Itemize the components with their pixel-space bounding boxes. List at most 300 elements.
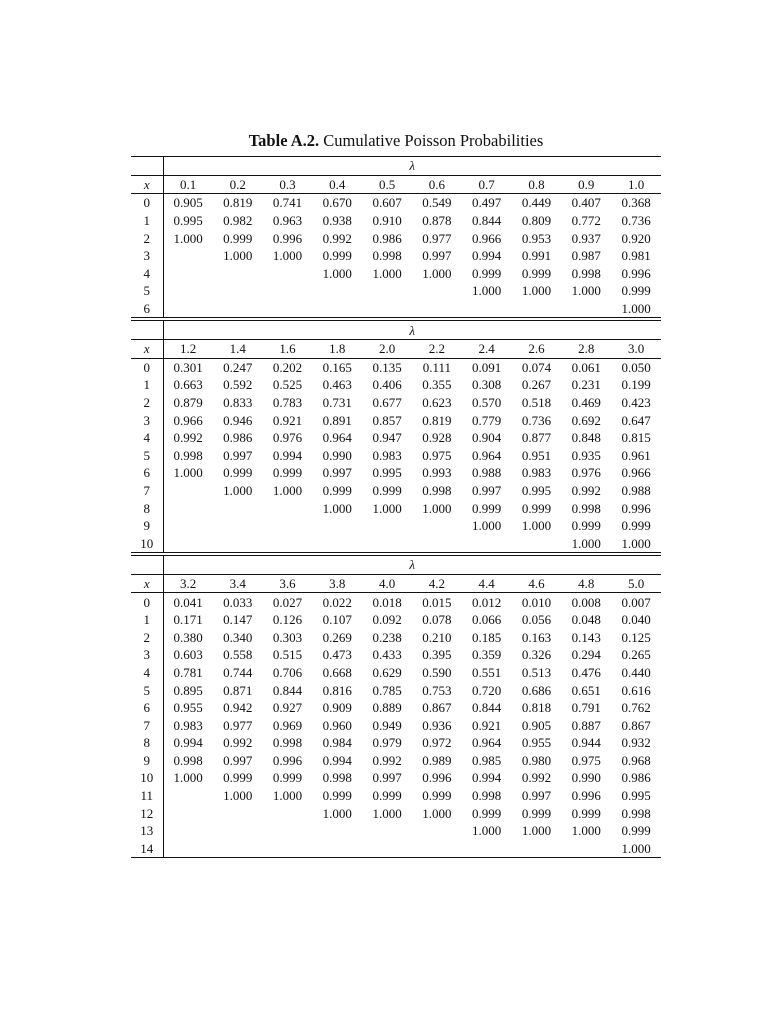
table-block-2 — [131, 321, 661, 552]
probability-cell: 0.359 — [472, 647, 502, 663]
probability-cell: 1.000 — [472, 283, 502, 299]
probability-cell — [163, 534, 213, 552]
table-row — [131, 247, 661, 265]
probability-cell: 0.407 — [571, 195, 601, 211]
probability-cell: 0.590 — [422, 664, 452, 680]
table-block-1 — [131, 156, 661, 317]
probability-cell: 0.844 — [472, 213, 502, 229]
x-value: 13 — [131, 822, 163, 840]
probability-cell: 0.247 — [223, 359, 253, 375]
probability-cell: 0.995 — [173, 213, 203, 229]
probability-cell: 0.706 — [272, 664, 303, 680]
table-row — [131, 628, 661, 646]
probability-cell — [362, 822, 412, 840]
lambda-value-header: 3.0 — [611, 339, 661, 358]
probability-cell: 1.000 — [571, 823, 601, 839]
probability-cell: 0.996 — [272, 752, 303, 768]
probability-cell: 1.000 — [173, 230, 203, 246]
probability-cell: 0.473 — [322, 647, 352, 663]
x-value: 1 — [131, 611, 163, 629]
probability-cell: 0.603 — [173, 647, 203, 663]
probability-cell: 0.946 — [223, 412, 253, 428]
probability-cell: 1.000 — [472, 518, 502, 534]
probability-cell — [412, 282, 462, 300]
probability-cell: 1.000 — [621, 535, 651, 551]
probability-cell: 0.997 — [223, 752, 253, 768]
probability-cell — [362, 517, 412, 535]
probability-cell: 0.791 — [571, 700, 601, 716]
table-row — [131, 265, 661, 283]
x-value: 1 — [131, 212, 163, 230]
lambda-value-header: 0.4 — [312, 175, 362, 194]
lambda-value-header: 3.8 — [312, 574, 362, 593]
probability-cell: 0.993 — [422, 465, 452, 481]
probability-cell: 0.891 — [322, 412, 352, 428]
table-row — [131, 429, 661, 447]
probability-cell — [412, 300, 462, 318]
probability-cell: 0.007 — [621, 594, 651, 610]
probability-cell: 0.815 — [621, 430, 651, 446]
probability-cell — [312, 300, 362, 318]
lambda-symbol: λ — [163, 157, 661, 176]
probability-cell — [213, 282, 263, 300]
probability-cell: 0.938 — [322, 213, 352, 229]
probability-cell: 0.111 — [422, 359, 452, 375]
probability-cell: 0.549 — [422, 195, 452, 211]
probability-cell: 0.809 — [521, 213, 552, 229]
table-row — [131, 517, 661, 535]
probability-cell: 0.779 — [472, 412, 502, 428]
probability-cell: 0.936 — [422, 717, 452, 733]
probability-cell — [312, 282, 362, 300]
probability-cell: 0.994 — [272, 447, 303, 463]
probability-cell: 0.267 — [521, 377, 552, 393]
probability-cell: 0.592 — [223, 377, 253, 393]
probability-cell: 0.772 — [571, 213, 601, 229]
probability-cell: 0.010 — [521, 594, 552, 610]
probability-cell: 0.992 — [173, 430, 203, 446]
probability-cell: 0.989 — [422, 752, 452, 768]
probability-cell: 0.623 — [422, 395, 452, 411]
table-row — [131, 787, 661, 805]
x-value: 0 — [131, 593, 163, 611]
probability-cell: 0.983 — [372, 447, 402, 463]
probability-cell: 0.992 — [571, 482, 601, 498]
probability-cell: 0.998 — [272, 735, 303, 751]
probability-cell: 0.879 — [173, 395, 203, 411]
probability-cell: 1.000 — [223, 248, 253, 264]
lambda-value-header: 4.4 — [462, 574, 512, 593]
probability-cell: 0.078 — [422, 612, 452, 628]
probability-cell: 0.990 — [571, 770, 601, 786]
table-row — [131, 411, 661, 429]
probability-cell: 0.969 — [272, 717, 303, 733]
probability-cell: 1.000 — [521, 823, 552, 839]
probability-cell: 0.018 — [372, 594, 402, 610]
column-header-row — [131, 175, 661, 194]
x-value: 2 — [131, 628, 163, 646]
table-row — [131, 769, 661, 787]
probability-cell: 0.977 — [422, 230, 452, 246]
probability-cell: 0.999 — [223, 465, 253, 481]
table-row — [131, 734, 661, 752]
probability-cell: 0.985 — [472, 752, 502, 768]
probability-cell — [462, 300, 512, 318]
probability-cell: 0.951 — [521, 447, 552, 463]
probability-cell: 0.091 — [472, 359, 502, 375]
probability-cell: 0.551 — [472, 664, 502, 680]
probability-cell: 0.629 — [372, 664, 402, 680]
probability-cell — [163, 247, 213, 265]
probability-cell: 0.074 — [521, 359, 552, 375]
probability-cell: 0.953 — [521, 230, 552, 246]
probability-cell — [213, 300, 263, 318]
x-value: 3 — [131, 247, 163, 265]
probability-cell: 0.406 — [372, 377, 402, 393]
probability-cell: 0.210 — [422, 629, 452, 645]
probability-cell: 1.000 — [272, 788, 303, 804]
probability-cell: 0.996 — [272, 230, 303, 246]
probability-cell: 0.992 — [322, 230, 352, 246]
probability-cell: 0.368 — [621, 195, 651, 211]
table-row — [131, 804, 661, 822]
probability-cell: 0.785 — [372, 682, 402, 698]
probability-cell: 0.998 — [173, 752, 203, 768]
probability-cell: 1.000 — [322, 500, 352, 516]
probability-cell: 0.920 — [621, 230, 651, 246]
probability-cell: 0.783 — [272, 395, 303, 411]
probability-cell: 0.982 — [223, 213, 253, 229]
probability-cell: 0.185 — [472, 629, 502, 645]
table-row — [131, 699, 661, 717]
probability-cell: 0.395 — [422, 647, 452, 663]
probability-cell: 0.877 — [521, 430, 552, 446]
probability-cell: 0.125 — [621, 629, 651, 645]
probability-cell: 0.469 — [571, 395, 601, 411]
probability-cell: 0.736 — [621, 213, 651, 229]
probability-cell — [412, 517, 462, 535]
probability-cell: 1.000 — [422, 805, 452, 821]
lambda-value-header: 2.0 — [362, 339, 412, 358]
probability-cell: 0.781 — [173, 664, 203, 680]
probability-cell: 0.921 — [272, 412, 303, 428]
probability-cell: 0.844 — [472, 700, 502, 716]
probability-cell: 1.000 — [322, 805, 352, 821]
probability-cell: 0.163 — [521, 629, 552, 645]
probability-cell: 0.998 — [571, 500, 601, 516]
probability-cell — [213, 804, 263, 822]
x-value: 8 — [131, 734, 163, 752]
probability-cell: 0.647 — [621, 412, 651, 428]
probability-cell: 0.423 — [621, 395, 651, 411]
probability-cell: 0.996 — [571, 788, 601, 804]
x-value: 4 — [131, 265, 163, 283]
lambda-value-header: 4.8 — [561, 574, 611, 593]
probability-cell: 0.955 — [521, 735, 552, 751]
probability-cell — [561, 840, 611, 858]
x-value: 11 — [131, 787, 163, 805]
probability-cell: 0.904 — [472, 430, 502, 446]
probability-cell: 0.909 — [322, 700, 352, 716]
probability-cell: 0.988 — [472, 465, 502, 481]
probability-cell — [213, 499, 263, 517]
table-row — [131, 358, 661, 376]
probability-cell: 1.000 — [173, 770, 203, 786]
probability-cell: 0.265 — [621, 647, 651, 663]
probability-cell: 0.964 — [472, 735, 502, 751]
x-header: x — [131, 175, 163, 194]
probability-cell: 0.744 — [223, 664, 253, 680]
x-value: 10 — [131, 534, 163, 552]
probability-cell: 0.027 — [272, 594, 303, 610]
probability-cell: 0.819 — [223, 195, 253, 211]
x-value: 4 — [131, 664, 163, 682]
probability-cell: 1.000 — [521, 518, 552, 534]
probability-cell — [263, 840, 313, 858]
probability-cell: 0.928 — [422, 430, 452, 446]
probability-cell: 0.988 — [621, 482, 651, 498]
lambda-value-header: 3.6 — [263, 574, 313, 593]
probability-cell: 0.202 — [272, 359, 303, 375]
x-value: 0 — [131, 194, 163, 212]
probability-cell: 1.000 — [272, 482, 303, 498]
lambda-value-header: 4.0 — [362, 574, 412, 593]
lambda-value-header: 0.1 — [163, 175, 213, 194]
probability-cell: 1.000 — [173, 465, 203, 481]
probability-cell: 0.449 — [521, 195, 552, 211]
probability-cell: 0.887 — [571, 717, 601, 733]
probability-cell: 0.558 — [223, 647, 253, 663]
lambda-value-header: 0.3 — [263, 175, 313, 194]
lambda-value-header: 4.2 — [412, 574, 462, 593]
probability-cell — [263, 804, 313, 822]
probability-cell: 0.340 — [223, 629, 253, 645]
probability-cell: 0.762 — [621, 700, 651, 716]
probability-cell: 0.818 — [521, 700, 552, 716]
probability-cell — [163, 822, 213, 840]
probability-cell — [263, 534, 313, 552]
probability-cell: 1.000 — [372, 265, 402, 281]
probability-cell: 0.515 — [272, 647, 303, 663]
probability-cell: 0.999 — [621, 823, 651, 839]
probability-cell: 0.983 — [521, 465, 552, 481]
probability-cell: 0.996 — [422, 770, 452, 786]
lambda-value-header: 2.2 — [412, 339, 462, 358]
probability-cell: 1.000 — [621, 301, 651, 317]
probability-cell: 0.910 — [372, 213, 402, 229]
probability-cell: 0.616 — [621, 682, 651, 698]
lambda-header-row — [131, 321, 661, 339]
probability-cell: 0.171 — [173, 612, 203, 628]
probability-cell: 0.986 — [372, 230, 402, 246]
probability-cell: 0.996 — [621, 500, 651, 516]
probability-cell — [163, 300, 213, 318]
probability-cell — [362, 840, 412, 858]
lambda-value-header: 1.0 — [611, 175, 661, 194]
probability-cell: 0.731 — [322, 395, 352, 411]
poisson-table — [131, 156, 661, 858]
probability-cell: 0.692 — [571, 412, 601, 428]
probability-cell: 0.998 — [422, 482, 452, 498]
lambda-value-header: 1.8 — [312, 339, 362, 358]
x-value: 2 — [131, 394, 163, 412]
probability-cell: 1.000 — [472, 823, 502, 839]
probability-cell — [263, 517, 313, 535]
probability-cell: 0.663 — [173, 377, 203, 393]
probability-cell: 0.986 — [621, 770, 651, 786]
table-block-3 — [131, 556, 661, 858]
probability-cell: 0.753 — [422, 682, 452, 698]
probability-cell: 0.741 — [272, 195, 303, 211]
probability-cell: 0.976 — [272, 430, 303, 446]
probability-cell: 0.932 — [621, 735, 651, 751]
probability-cell — [163, 499, 213, 517]
table-row — [131, 394, 661, 412]
table-row — [131, 447, 661, 465]
x-value: 9 — [131, 517, 163, 535]
probability-cell: 0.972 — [422, 735, 452, 751]
probability-cell: 0.677 — [372, 395, 402, 411]
probability-cell: 0.670 — [322, 195, 352, 211]
probability-cell: 0.998 — [173, 447, 203, 463]
probability-cell: 0.686 — [521, 682, 552, 698]
x-value: 12 — [131, 804, 163, 822]
lambda-value-header: 0.6 — [412, 175, 462, 194]
x-value: 10 — [131, 769, 163, 787]
probability-cell: 1.000 — [422, 265, 452, 281]
table-row — [131, 611, 661, 629]
table-number: Table A.2. — [248, 131, 320, 150]
probability-cell: 0.012 — [472, 594, 502, 610]
probability-cell: 0.995 — [621, 788, 651, 804]
probability-cell: 1.000 — [372, 500, 402, 516]
probability-cell: 0.463 — [322, 377, 352, 393]
column-header-row — [131, 339, 661, 358]
probability-cell — [512, 840, 562, 858]
lambda-value-header: 4.6 — [512, 574, 562, 593]
lambda-value-header: 1.6 — [263, 339, 313, 358]
probability-cell: 0.999 — [571, 805, 601, 821]
probability-cell: 0.976 — [571, 465, 601, 481]
probability-cell: 0.126 — [272, 612, 303, 628]
probability-cell: 0.968 — [621, 752, 651, 768]
probability-cell: 0.135 — [372, 359, 402, 375]
probability-cell: 0.999 — [372, 788, 402, 804]
probability-cell: 0.833 — [223, 395, 253, 411]
probability-cell: 0.977 — [223, 717, 253, 733]
x-value: 4 — [131, 429, 163, 447]
table-row — [131, 212, 661, 230]
probability-cell: 0.871 — [223, 682, 253, 698]
probability-cell: 0.999 — [472, 805, 502, 821]
probability-cell: 0.927 — [272, 700, 303, 716]
probability-cell: 0.986 — [223, 430, 253, 446]
probability-cell: 0.848 — [571, 430, 601, 446]
probability-cell — [213, 822, 263, 840]
probability-cell: 1.000 — [621, 840, 651, 856]
lambda-value-header: 3.4 — [213, 574, 263, 593]
probability-cell — [312, 840, 362, 858]
probability-cell: 0.944 — [571, 735, 601, 751]
probability-cell: 0.905 — [173, 195, 203, 211]
probability-cell: 0.147 — [223, 612, 253, 628]
probability-cell: 0.878 — [422, 213, 452, 229]
x-value: 1 — [131, 376, 163, 394]
probability-cell: 0.380 — [173, 629, 203, 645]
probability-cell: 0.979 — [372, 735, 402, 751]
probability-cell — [163, 804, 213, 822]
probability-cell: 0.857 — [372, 412, 402, 428]
lambda-value-header: 0.5 — [362, 175, 412, 194]
probability-cell: 0.867 — [422, 700, 452, 716]
probability-cell: 0.008 — [571, 594, 601, 610]
probability-cell — [213, 534, 263, 552]
probability-cell: 0.303 — [272, 629, 303, 645]
probability-cell — [163, 282, 213, 300]
probability-cell — [213, 517, 263, 535]
probability-cell: 0.238 — [372, 629, 402, 645]
table-row — [131, 482, 661, 500]
probability-cell: 0.231 — [571, 377, 601, 393]
probability-cell: 0.015 — [422, 594, 452, 610]
lambda-value-header: 1.4 — [213, 339, 263, 358]
probability-cell: 0.999 — [571, 518, 601, 534]
probability-cell — [512, 534, 562, 552]
table-row — [131, 664, 661, 682]
lambda-value-header: 2.6 — [512, 339, 562, 358]
probability-cell: 0.987 — [571, 248, 601, 264]
probability-cell: 0.999 — [223, 230, 253, 246]
probability-cell: 0.966 — [472, 230, 502, 246]
probability-cell: 0.975 — [422, 447, 452, 463]
probability-cell: 0.992 — [372, 752, 402, 768]
probability-cell: 0.999 — [272, 770, 303, 786]
probability-cell: 0.975 — [571, 752, 601, 768]
table-row — [131, 681, 661, 699]
lambda-header-row — [131, 556, 661, 574]
table-row — [131, 840, 661, 858]
lambda-value-header: 5.0 — [611, 574, 661, 593]
probability-cell: 0.999 — [621, 283, 651, 299]
probability-cell: 0.513 — [521, 664, 552, 680]
probability-cell: 0.997 — [472, 482, 502, 498]
probability-cell: 0.960 — [322, 717, 352, 733]
x-value: 0 — [131, 358, 163, 376]
probability-cell — [412, 822, 462, 840]
probability-cell: 1.000 — [571, 283, 601, 299]
probability-cell — [312, 822, 362, 840]
table-row — [131, 646, 661, 664]
probability-cell: 0.440 — [621, 664, 651, 680]
table-title — [131, 130, 661, 156]
probability-cell: 0.984 — [322, 735, 352, 751]
table-row — [131, 534, 661, 552]
probability-cell — [213, 265, 263, 283]
probability-cell: 0.997 — [372, 770, 402, 786]
probability-cell: 1.000 — [422, 500, 452, 516]
probability-cell — [462, 534, 512, 552]
probability-cell: 0.998 — [472, 788, 502, 804]
x-value: 3 — [131, 411, 163, 429]
probability-cell: 0.992 — [223, 735, 253, 751]
probability-cell: 0.983 — [173, 717, 203, 733]
column-header-row — [131, 574, 661, 593]
table-row — [131, 593, 661, 611]
probability-cell: 1.000 — [272, 248, 303, 264]
probability-cell: 0.963 — [272, 213, 303, 229]
probability-cell: 0.942 — [223, 700, 253, 716]
probability-cell: 0.980 — [521, 752, 552, 768]
